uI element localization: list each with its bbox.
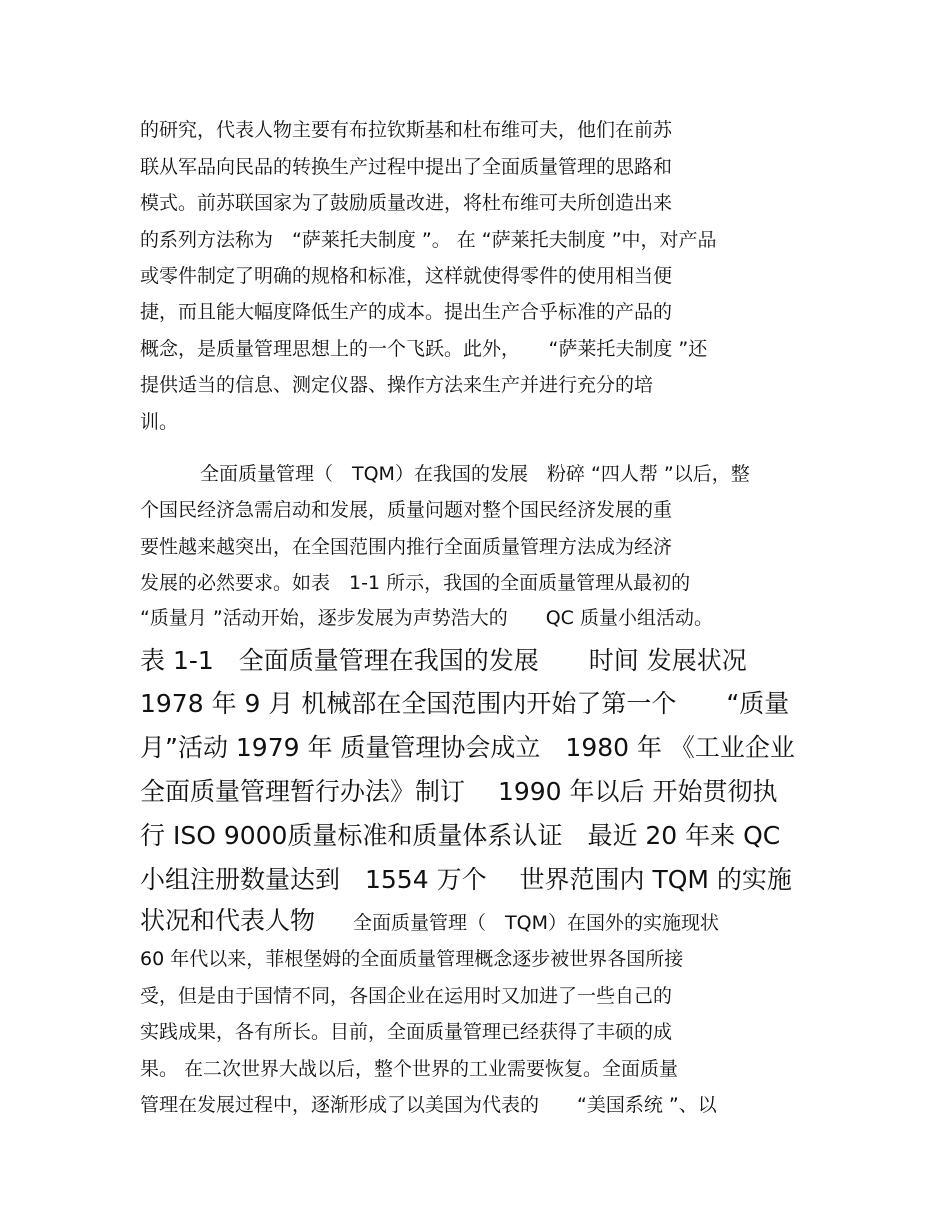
paragraph-line: 发展的必然要求。如表 1-1 所示，我国的全面质量管理从最初的 <box>140 572 691 594</box>
mixed-line <box>140 905 719 937</box>
paragraph-line: 联从军品向民品的转换生产过程中提出了全面质量管理的思路和 <box>140 156 673 178</box>
table-text-line: 月”活动 1979 年 质量管理协会成立 1980 年 《工业企业 <box>140 733 795 762</box>
paragraph-line: 概念，是质量管理思想上的一个飞跃。此外， “萨莱托夫制度 ”还 <box>140 338 708 360</box>
paragraph-line: 60 年代以来，菲根堡姆的全面质量管理概念逐步被世界各国所接 <box>140 948 684 970</box>
paragraph-line: 捷，而且能大幅度降低生产的成本。提出生产合乎标准的产品的 <box>140 301 673 323</box>
table-text-line: 行 ISO 9000质量标准和质量体系认证 最近 20 年来 QC <box>140 821 781 850</box>
paragraph-line: 管理在发展过程中，逐渐形成了以美国为代表的 “美国系统 ”、以 <box>140 1094 717 1116</box>
paragraph-line: 受，但是由于国情不同，各国企业在运用时又加进了一些自己的 <box>140 985 673 1007</box>
paragraph-line: 实践成果，各有所长。目前，全面质量管理已经获得了丰硕的成 <box>140 1021 673 1043</box>
paragraph-line: 全面质量管理（ TQM）在我国的发展 粉碎 “四人帮 ”以后，整 <box>200 463 750 485</box>
table-text-tail: 状况和代表人物 <box>140 906 316 935</box>
paragraph-line: 个国民经济急需启动和发展，质量问题对整个国民经济发展的重 <box>140 499 673 521</box>
table-caption-line: 表 1-1 全面质量管理在我国的发展 时间 发展状况 <box>140 646 747 675</box>
table-text-line: 全面质量管理暂行办法》制订 1990 年以后 开始贯彻执 <box>140 777 778 806</box>
paragraph-line: 的系列方法称为 “萨莱托夫制度 ”。 在 “萨莱托夫制度 ”中，对产品 <box>140 229 717 251</box>
section-heading-inline: 全面质量管理（ TQM）在国外的实施现状 <box>315 912 719 934</box>
paragraph-line: 提供适当的信息、测定仪器、操作方法来生产并进行充分的培 <box>140 374 654 396</box>
table-text-line: 小组注册数量达到 1554 万个 世界范围内 TQM 的实施 <box>140 865 792 894</box>
paragraph-line: 训。 <box>140 411 179 433</box>
paragraph-line: 模式。前苏联国家为了鼓励质量改进，将杜布维可夫所创造出来 <box>140 192 673 214</box>
paragraph-line: 果。 在二次世界大战以后，整个世界的工业需要恢复。全面质量 <box>140 1058 679 1080</box>
paragraph-line: 的研究，代表人物主要有布拉钦斯基和杜布维可夫，他们在前苏 <box>140 119 673 141</box>
paragraph-line: 要性越来越突出，在全国范围内推行全面质量管理方法成为经济 <box>140 536 673 558</box>
table-text-line: 1978 年 9 月 机械部在全国范围内开始了第一个 “质量 <box>140 689 790 718</box>
paragraph-line: 或零件制定了明确的规格和标准，这样就使得零件的使用相当便 <box>140 265 673 287</box>
paragraph-line: “质量月 ”活动开始，逐步发展为声势浩大的 QC 质量小组活动。 <box>140 607 713 629</box>
